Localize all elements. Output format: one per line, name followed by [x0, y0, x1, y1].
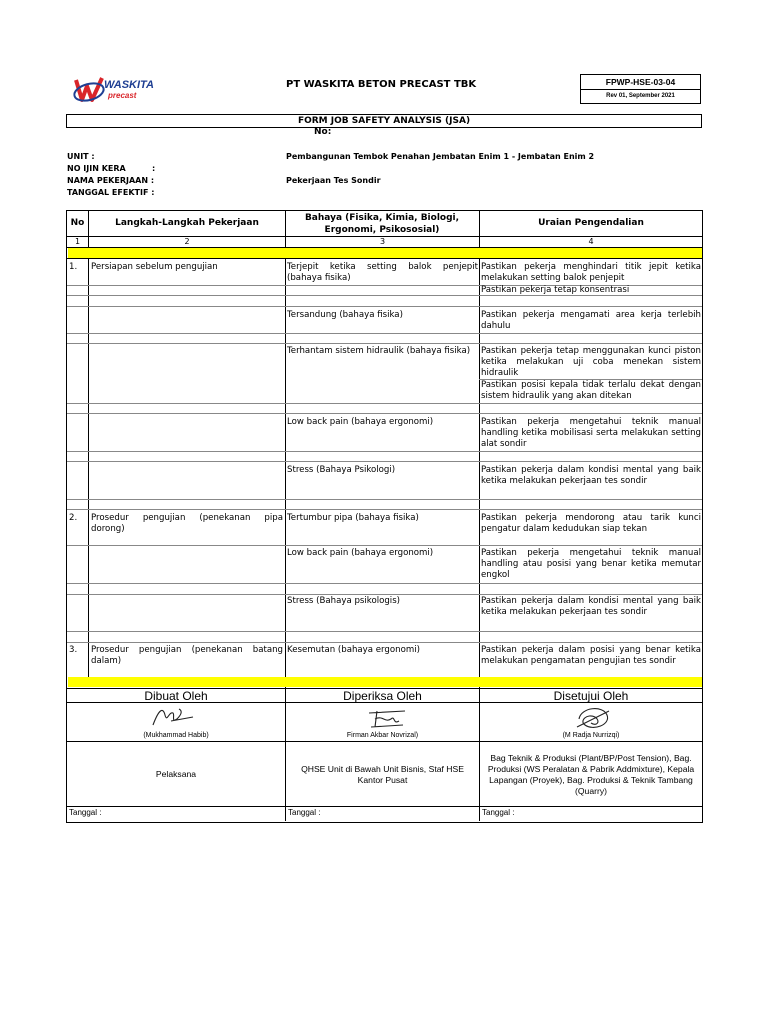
row-lowback-2-control: Pastikan pekerja mengetahui teknik manual handling atau posisi yang benar ketika memutar engkol — [481, 548, 701, 580]
header-steps: Langkah-Langkah Pekerjaan — [115, 218, 259, 228]
form-number-label: No: — [314, 127, 332, 137]
signature-approved-by-heading: Disetujui Oleh — [553, 689, 629, 703]
unit-value: Pembangunan Tembok Penahan Jembatan Enim 1 - Jembatan Enim 2 — [286, 152, 595, 161]
ijin-label: NO IJIN KERA — [67, 164, 126, 173]
row-1-control: Pastikan pekerja menghindari titik jepit ketika melakukan setting balok penjepit — [481, 262, 701, 283]
signature-name-2: Firman Akbar Novrizal) — [346, 732, 419, 739]
row-3-step: Prosedur pengujian (penekanan batang dalam) — [91, 645, 283, 666]
row-lowback-1-hazard: Low back pain (bahaya ergonomi) — [287, 417, 434, 427]
row-stress-2-hazard: Stress (Bahaya psikologis) — [287, 596, 401, 606]
row-terhantam-control: Pastikan pekerja tetap menggunakan kunci piston ketika melakukan uji coba menekan sistem hidraulik — [481, 346, 701, 378]
date-label-1: Tanggal : — [69, 808, 102, 817]
col-number-4: 4 — [588, 237, 594, 246]
row-3-control: Pastikan pekerja dalam posisi yang benar ketika melakukan pengamatan pengujian tes sondir — [481, 645, 701, 666]
row-1-hazard: Terjepit ketika setting balok penjepit (bahaya fisika) — [287, 262, 478, 283]
row-tersandung-control: Pastikan pekerja mengamati area kerja terlebih dahulu — [481, 310, 701, 331]
signature-role-1: Pelaksana — [155, 769, 197, 779]
logo-subtext: precast — [108, 91, 137, 100]
col-number-2: 2 — [184, 237, 190, 246]
highlight-row-bottom — [68, 677, 702, 687]
document-revision: Rev 01, September 2021 — [606, 93, 675, 99]
ijin-colon: : — [152, 164, 156, 173]
row-lowback-2-hazard: Low back pain (bahaya ergonomi) — [287, 548, 434, 558]
date-label-3: Tanggal : — [482, 808, 515, 817]
row-2-control: Pastikan pekerja mendorong atau tarik kunci pengatur dalam kedudukan siap tekan — [481, 513, 701, 534]
form-title: FORM JOB SAFETY ANALYSIS (JSA) — [66, 114, 702, 128]
document-code-box — [580, 74, 701, 104]
row-stress-1-control: Pastikan pekerja dalam kondisi mental yang baik ketika melakukan pekerjaan tes sondir — [481, 465, 701, 486]
signature-2-image — [363, 707, 411, 731]
row-3-hazard: Kesemutan (bahaya ergonomi) — [287, 645, 420, 655]
row-stress-2-control: Pastikan pekerja dalam kondisi mental yang baik ketika melakukan pekerjaan tes sondir — [481, 596, 701, 617]
col-number-1: 1 — [74, 237, 81, 246]
signature-role-2: QHSE Unit di Bawah Unit Bisnis, Staf HSE Kantor Pusat — [301, 764, 464, 785]
jsa-table — [66, 210, 703, 823]
nama-pekerjaan-value: Pekerjaan Tes Sondir — [286, 176, 381, 185]
header-hazard: Bahaya (Fisika, Kimia, Biologi, Ergonomi, Psikososial) — [304, 213, 460, 235]
highlight-row-top — [68, 248, 702, 258]
signature-role-3: Bag Teknik & Produksi (Plant/BP/Post Tension), Bag. Produksi (WS Peralatan & Pabrik Addmixture), Kepala Lapangan (Proyek), Bag. Produksi & Teknik Tambang (Quarry) — [487, 753, 695, 796]
row-terhantam-control-2: Pastikan posisi kepala tidak terlalu dekat dengan sistem hidraulik yang akan ditekan — [481, 380, 701, 401]
document-code: FPWP-HSE-03-04 — [581, 75, 700, 90]
row-1-no: 1. — [69, 262, 78, 272]
row-2-hazard: Tertumbur pipa (bahaya fisika) — [287, 513, 419, 523]
row-lowback-1-control: Pastikan pekerja mengetahui teknik manual handling ketika mobilisasi serta melakukan setting alat sondir — [481, 417, 701, 449]
signature-name-1: (Mukhammad Habib) — [143, 732, 209, 739]
logo-text: WASKITA — [104, 79, 154, 91]
signature-checked-by-heading: Diperiksa Oleh — [343, 689, 422, 703]
signature-made-by-heading: Dibuat Oleh — [144, 689, 208, 703]
header-control: Uraian Pengendalian — [538, 218, 644, 228]
row-1-step: Persiapan sebelum pengujian — [91, 262, 218, 272]
row-stress-1-hazard: Stress (Bahaya Psikologi) — [287, 465, 396, 475]
signature-1-image — [149, 705, 199, 731]
row-3-no: 3. — [69, 645, 78, 655]
signature-3-image — [573, 705, 617, 731]
row-1-control-2: Pastikan pekerja tetap konsentrasi — [481, 285, 630, 295]
waskita-logo-mark — [72, 74, 190, 104]
col-number-3: 3 — [379, 237, 386, 246]
header-no: No — [70, 218, 85, 228]
nama-pekerjaan-label: NAMA PEKERJAAN : — [67, 176, 155, 185]
row-2-no: 2. — [69, 513, 78, 523]
row-2-step: Prosedur pengujian (penekanan pipa dorong) — [91, 513, 283, 534]
unit-label: UNIT : — [67, 152, 95, 161]
tanggal-efektif-label: TANGGAL EFEKTIF : — [67, 188, 155, 197]
row-terhantam-hazard: Terhantam sistem hidraulik (bahaya fisika) — [287, 346, 471, 356]
signature-name-3: (M Radja Nurrizqi) — [562, 732, 620, 739]
company-name: PT WASKITA BETON PRECAST TBK — [286, 79, 477, 90]
date-label-2: Tanggal : — [288, 808, 321, 817]
row-tersandung-hazard: Tersandung (bahaya fisika) — [287, 310, 403, 320]
waskita-logo — [72, 74, 190, 104]
